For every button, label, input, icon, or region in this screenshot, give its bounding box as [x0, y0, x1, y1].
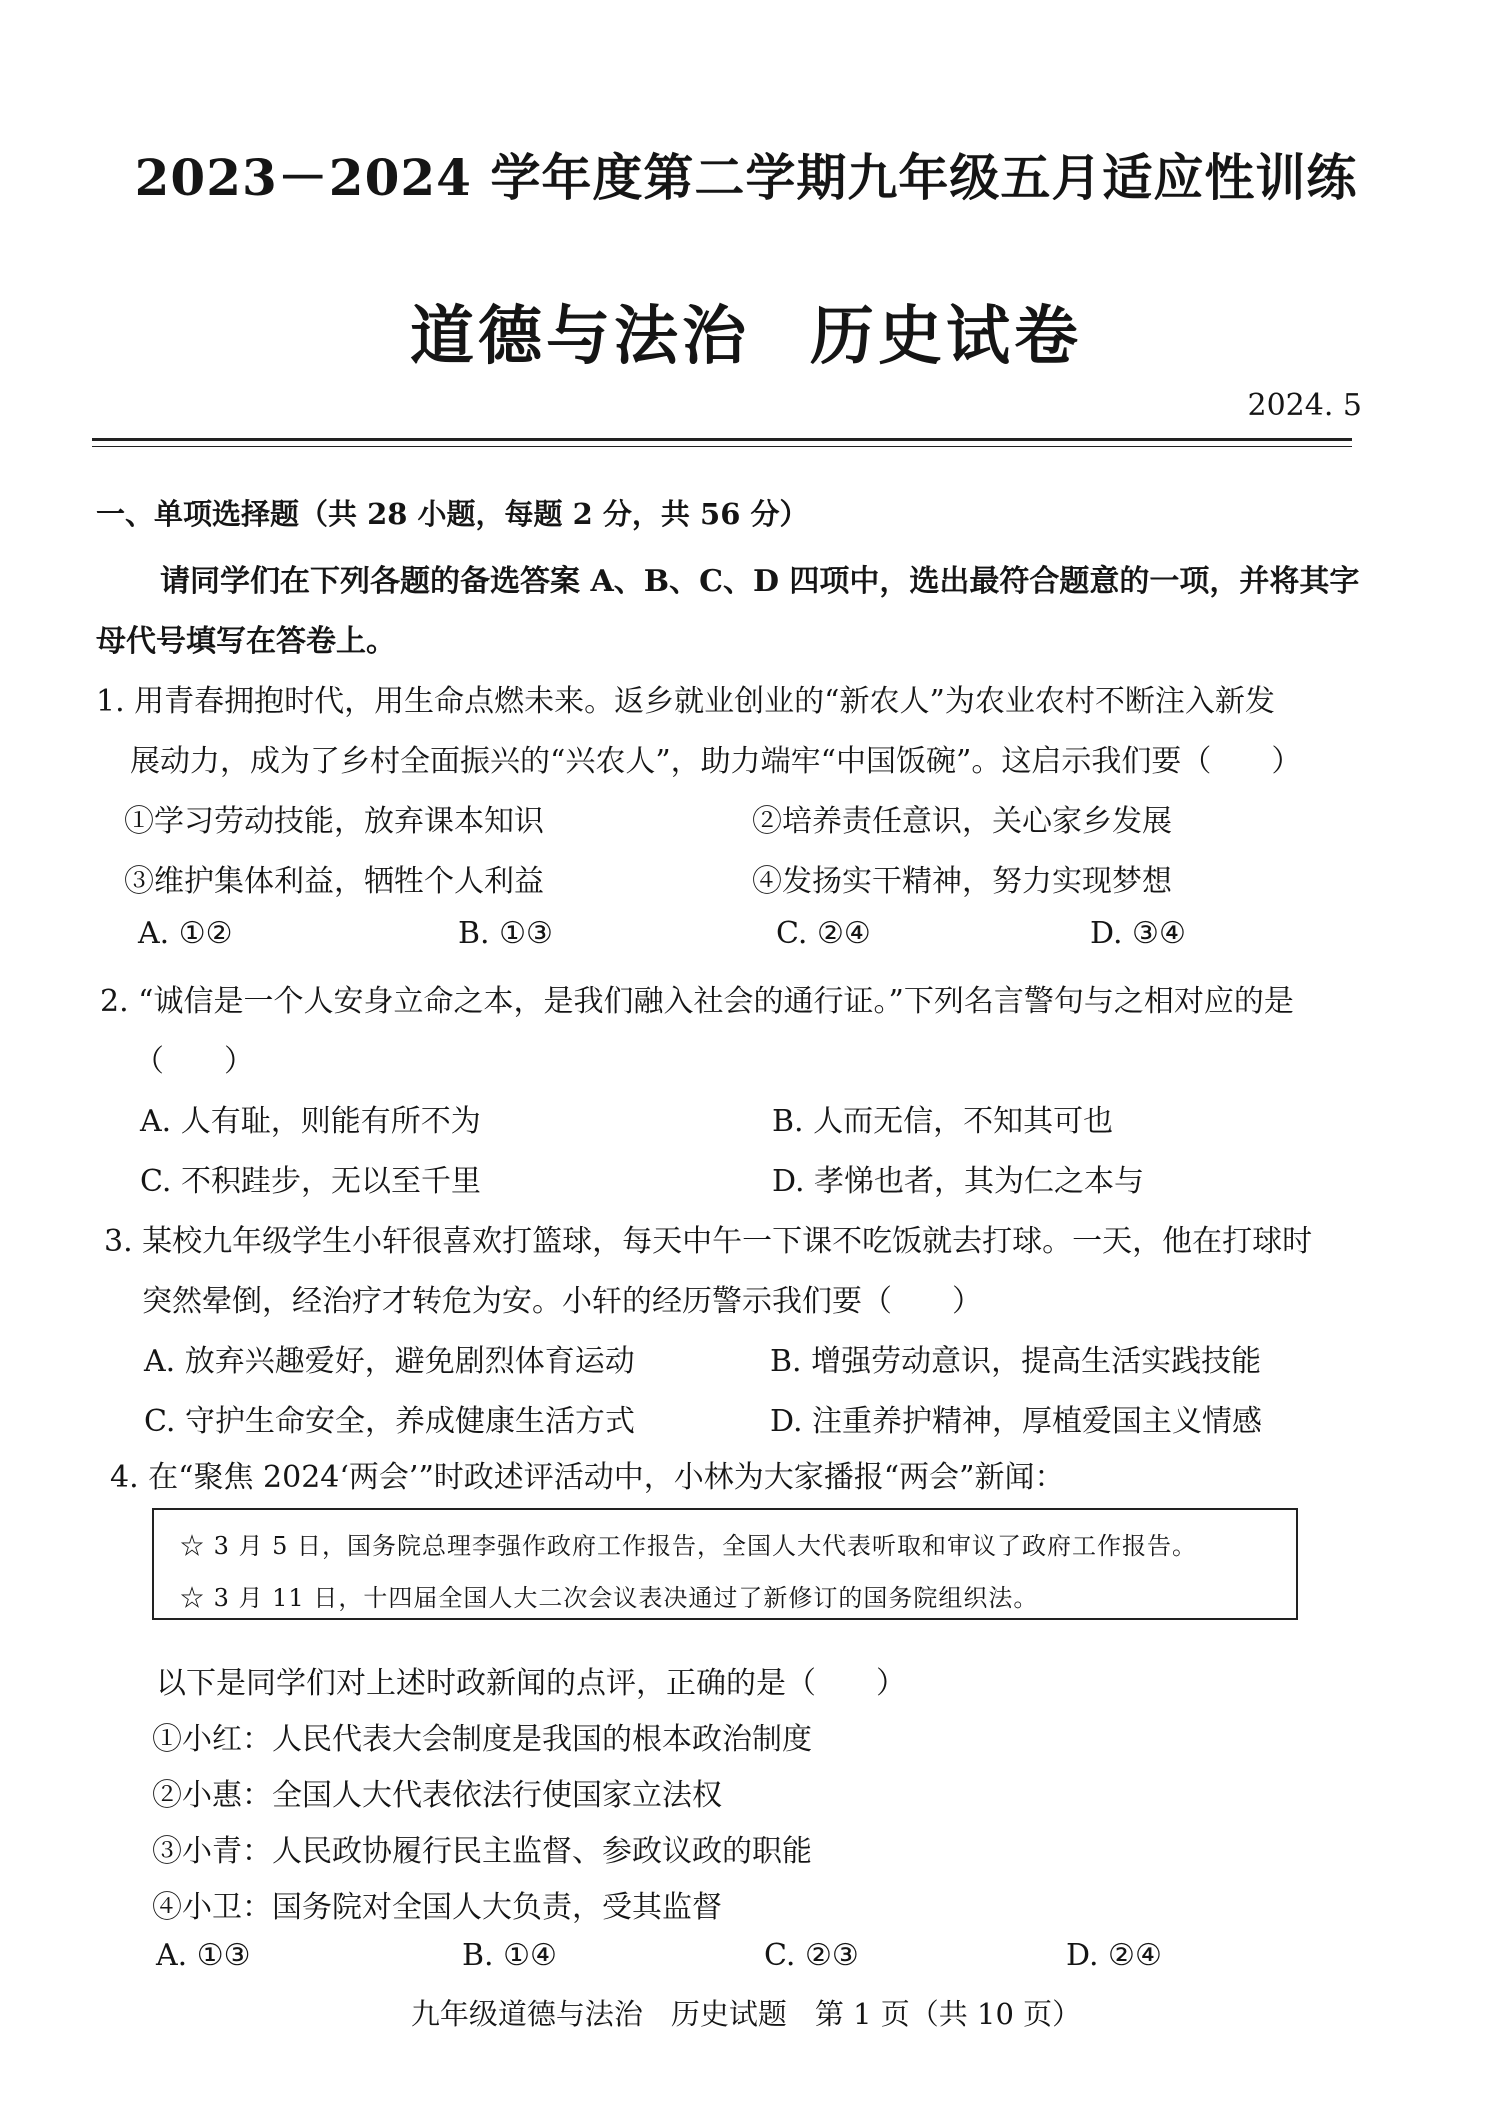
q1-option-c: C. ②④ [776, 916, 871, 951]
q2-stem-line-2: （ ） [134, 1044, 254, 1079]
q4-statement-4: ④小卫：国务院对全国人大负责，受其监督 [152, 1890, 722, 1925]
q1-option-d: D. ③④ [1090, 916, 1186, 951]
q4-option-c: C. ②③ [764, 1938, 859, 1973]
q4-option-d: D. ②④ [1066, 1938, 1162, 1973]
q4-statement-1: ①小红：人民代表大会制度是我国的根本政治制度 [152, 1722, 812, 1757]
q2-option-d: D. 孝悌也者，其为仁之本与 [772, 1164, 1145, 1199]
news-item-1: ☆ 3 月 5 日，国务院总理李强作政府工作报告，全国人大代表听取和审议了政府工作报告。 [180, 1532, 1198, 1560]
exam-subject-title [0, 285, 1492, 377]
q2-option-a: A. 人有耻，则能有所不为 [140, 1104, 481, 1139]
q3-option-d: D. 注重养护精神，厚植爱国主义情感 [770, 1404, 1263, 1439]
q1-statement-4: ④发扬实干精神，努力实现梦想 [752, 864, 1172, 899]
exam-date: 2024. 5 [1247, 388, 1362, 423]
q1-stem-line-2: 展动力，成为了乡村全面振兴的“兴农人”，助力端牢“中国饭碗”。这启示我们要（ ） [130, 744, 1302, 779]
subject-morality: 道德与法治 [410, 299, 750, 374]
q1-statement-1: ①学习劳动技能，放弃课本知识 [124, 804, 544, 839]
q1-option-a: A. ①② [138, 916, 233, 951]
q2-option-b: B. 人而无信，不知其可也 [772, 1104, 1114, 1139]
news-item-2: ☆ 3 月 11 日，十四届全国人大二次会议表决通过了新修订的国务院组织法。 [180, 1584, 1039, 1612]
q4-prompt: 以下是同学们对上述时政新闻的点评，正确的是（ ） [156, 1666, 906, 1701]
q4-option-b: B. ①④ [462, 1938, 557, 1973]
q3-stem-line-2: 突然晕倒，经治疗才转危为安。小轩的经历警示我们要（ ） [142, 1284, 982, 1319]
q2-option-c: C. 不积跬步，无以至千里 [140, 1164, 481, 1199]
q3-option-b: B. 增强劳动意识，提高生活实践技能 [770, 1344, 1262, 1379]
header-divider-thick [92, 438, 1352, 441]
q3-stem-line-1: 3. 某校九年级学生小轩很喜欢打篮球，每天中午一下课不吃饭就去打球。一天，他在打球时 [104, 1224, 1313, 1259]
q4-option-a: A. ①③ [156, 1938, 251, 1973]
page-footer [0, 1992, 1492, 2033]
footer-page-number: 第 1 页（共 10 页） [814, 1997, 1082, 2031]
section-heading: 一、单项选择题（共 28 小题，每题 2 分，共 56 分） [96, 497, 809, 531]
q3-option-c: C. 守护生命安全，养成健康生活方式 [144, 1404, 635, 1439]
exam-title: 2023－2024 学年度第二学期九年级五月适应性训练 [134, 148, 1358, 207]
q4-statement-3: ③小青：人民政协履行民主监督、参政议政的职能 [152, 1834, 812, 1869]
footer-subject: 九年级道德与法治 [410, 1997, 643, 2031]
q1-stem-line-1: 1. 用青春拥抱时代，用生命点燃未来。返乡就业创业的“新农人”为农业农村不断注入新发 [96, 684, 1275, 719]
q1-statement-3: ③维护集体利益，牺牲个人利益 [124, 864, 544, 899]
q1-statement-2: ②培养责任意识，关心家乡发展 [752, 804, 1172, 839]
q4-stem: 4. 在“聚焦 2024‘两会’”时政述评活动中，小林为大家播报“两会”新闻： [110, 1460, 1065, 1495]
q1-option-b: B. ①③ [458, 916, 553, 951]
subject-history: 历史试卷 [810, 299, 1082, 374]
footer-paper: 历史试题 [670, 1997, 787, 2031]
instruction-line-1: 请同学们在下列各题的备选答案 A、B、C、D 四项中，选出最符合题意的一项，并将其字 [160, 564, 1360, 599]
q3-option-a: A. 放弃兴趣爱好，避免剧烈体育运动 [144, 1344, 635, 1379]
q4-statement-2: ②小惠：全国人大代表依法行使国家立法权 [152, 1778, 722, 1813]
q2-stem-line-1: 2. “诚信是一个人安身立命之本，是我们融入社会的通行证。”下列名言警句与之相对应的是 [100, 984, 1294, 1019]
header-divider-thin [92, 446, 1352, 447]
instruction-line-2: 母代号填写在答卷上。 [96, 624, 396, 659]
